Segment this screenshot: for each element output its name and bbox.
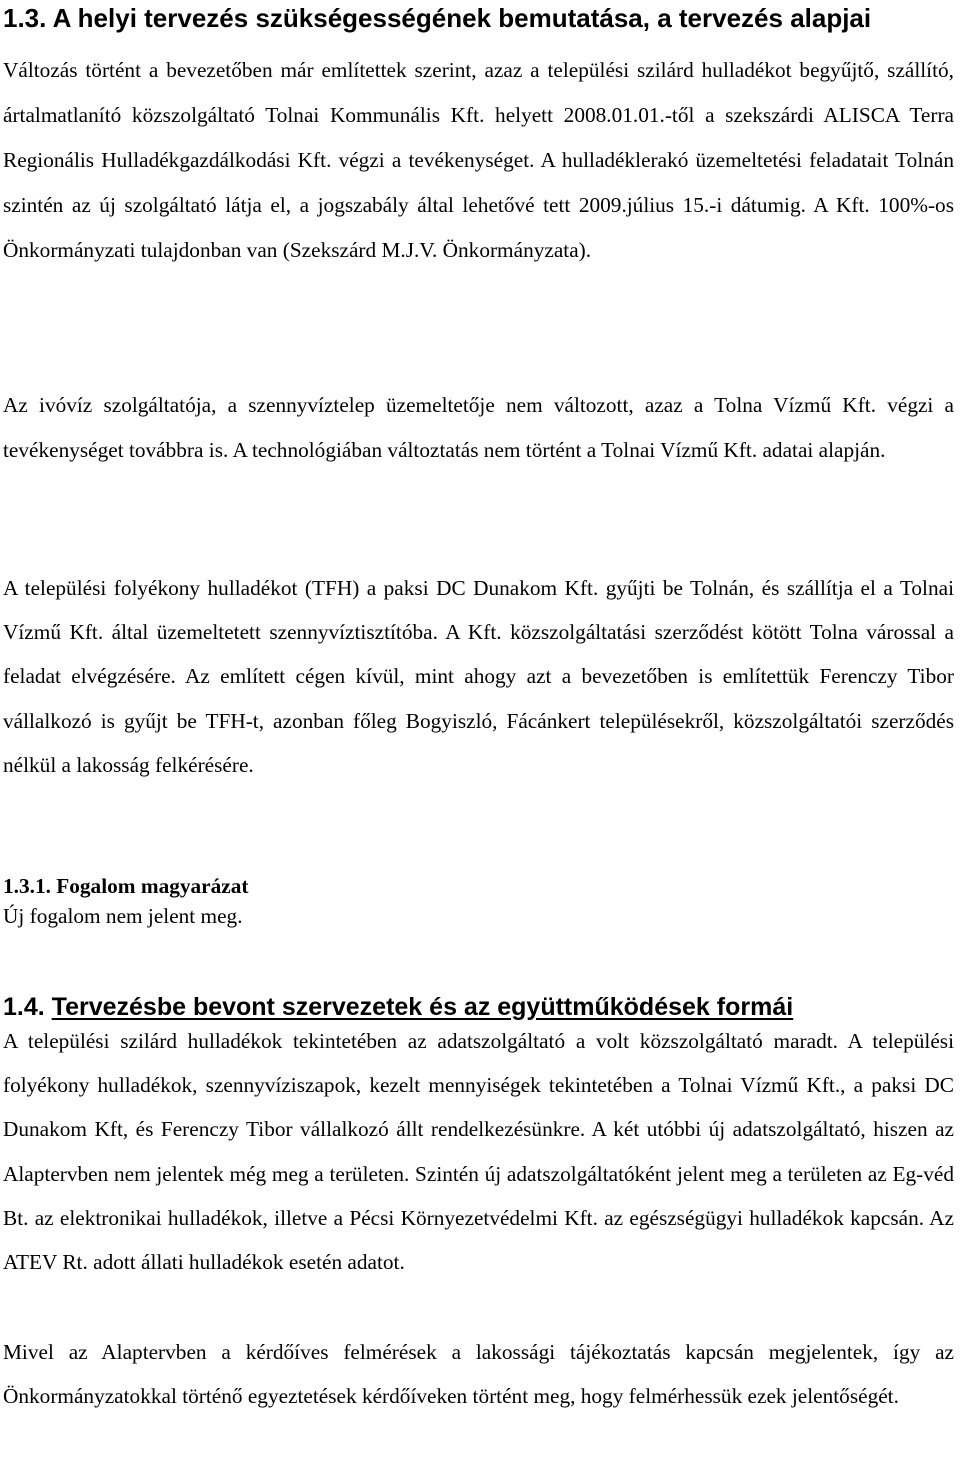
paragraph-surveys: Mivel az Alaptervben a kérdőíves felmérések a lakossági tájékoztatás kapcsán megjelentek, így az Önkormányzatokkal történő egyeztetések kérdőíveken történt meg, hogy felmérhessük ezek jelentőségét. [3, 1340, 954, 1409]
section-title: Tervezésbe bevont szervezetek és az együttműködések formái [51, 993, 794, 1021]
paragraph-liquid-waste: A települési folyékony hulladékot (TFH) a paksi DC Dunakom Kft. gyűjti be Tolnán, és szállítja el a Tolnai Vízmű Kft. által üzemeltetett szennyvíztisztítóba. A Kft. közszolgáltatási szerződést kötött Tolna várossal a feladat elvégzésére. Az említett cégen kívül, mint ahogy azt a bevezetőben is említettük Ferenczy Tibor vállalkozó is gyűjt be TFH-t, azonban főleg Bogyiszló, Fácánkert településekről, közszolgáltatói szerződés nélkül a lakosság felkérésére. [3, 576, 954, 777]
heading-number: 1.3. [3, 3, 47, 33]
subsection-title: Fogalom magyarázat [56, 874, 249, 898]
paragraph-data-providers: A települési szilárd hulladékok tekintetében az adatszolgáltató a volt közszolgáltató maradt. A települési folyékony hulladékok, szennyvíziszapok, kezelt mennyiségek tekintetében a Tolnai Vízmű Kft., a paksi DC Dunakom Kft, és Ferenczy Tibor vállalkozó állt rendelkezésünkre. A két utóbbi új adatszolgáltató, hiszen az Alaptervben nem jelentek még meg a területen. Szintén új adatszolgáltatóként jelent meg a területen az Eg-véd Bt. az elektronikai hulladékok, illetve a Pécsi Környezetvédelmi Kft. az egészségügyi hulladékok kapcsán. Az ATEV Rt. adott állati hulladékok esetén adatot. [3, 1029, 954, 1275]
paragraph-water-utility: Az ivóvíz szolgáltatója, a szennyvíztelep üzemeltetője nem változott, azaz a Tolna Vízmű Kft. végzi a tevékenységet továbbra is. A technológiában változtatás nem történt a Tolnai Vízmű Kft. adatai alapján. [3, 393, 954, 463]
section-heading-1-3 [3, 1, 871, 35]
heading-title: A helyi tervezés szükségességének bemutatása, a tervezés alapjai [52, 3, 872, 33]
subsection-text: Új fogalom nem jelent meg. [3, 904, 243, 928]
section-number: 1.4. [3, 993, 45, 1021]
subsection-number: 1.3.1. [3, 874, 51, 898]
subsection-heading-1-3-1 [3, 871, 248, 901]
paragraph-waste-service-change: Változás történt a bevezetőben már említettek szerint, azaz a települési szilárd hulladékot begyűjtő, szállító, ártalmatlanító közszolgáltató Tolnai Kommunális Kft. helyett 2008.01.01.-től a szekszárdi ALISCA Terra Regionális Hulladékgazdálkodási Kft. végzi a tevékenységet. A hulladéklerakó üzemeltetési feladatait Tolnán szintén az új szolgáltató látja el, a jogszabály által lehetővé tett 2009.július 15.-i dátumig. A Kft. 100%-os Önkormányzati tulajdonban van (Szekszárd M.J.V. Önkormányzata). [3, 58, 954, 262]
